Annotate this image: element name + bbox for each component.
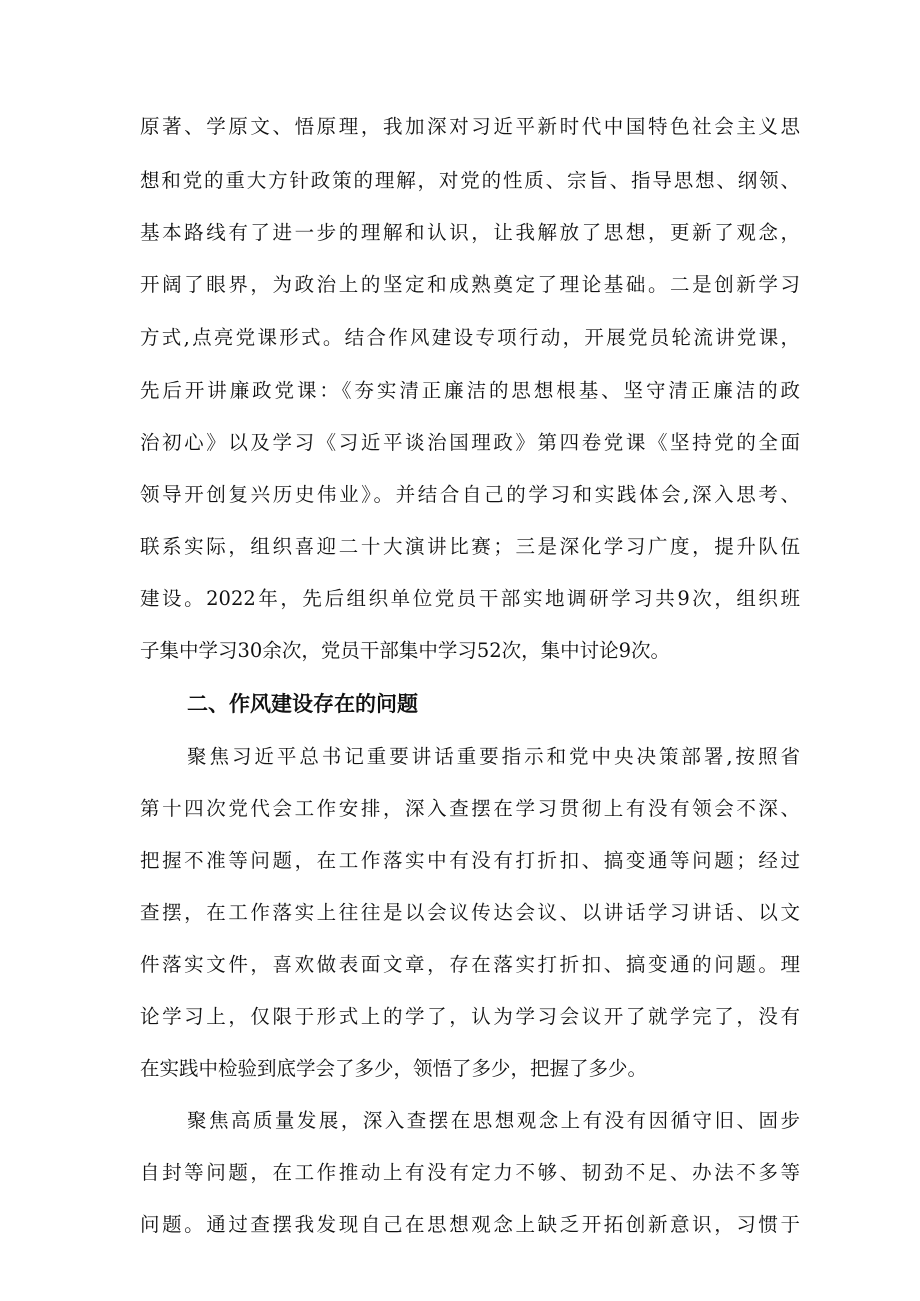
paragraph3-line-1: 聚焦高质量发展，深入查摆在思想观念上有没有因循守旧、固步: [187, 1109, 800, 1132]
paragraph1-line-8: 领导开创复兴历史伟业》。并结合自己的学习和实践体会,深入思考、: [140, 483, 800, 506]
paragraph1-line-2: 想和党的重大方针政策的理解，对党的性质、宗旨、指导思想、纲领、: [140, 169, 800, 192]
paragraph2-line-3: 把握不准等问题，在工作落实中有没有打折扣、搞变通等问题；经过: [140, 849, 800, 872]
paragraph2-line-4: 查摆，在工作落实上往往是以会议传达会议、以讲话学习讲话、以文: [140, 901, 800, 924]
paragraph1-line-4: 开阔了眼界，为政治上的坚定和成熟奠定了理论基础。二是创新学习: [140, 273, 800, 296]
paragraph1-line-5: 方式,点亮党课形式。结合作风建设专项行动，开展党员轮流讲党课，: [140, 326, 800, 349]
paragraph1-line-1: 原著、学原文、悟原理，我加深对习近平新时代中国特色社会主义思: [140, 115, 800, 138]
paragraph2-line-6: 论学习上，仅限于形式上的学了，认为学习会议开了就学完了，没有: [140, 1005, 800, 1028]
paragraph2-line-7: 在实践中检验到底学会了多少，领悟了多少，把握了多少。: [140, 1057, 648, 1080]
paragraph1-line-11: 子集中学习30余次，党员干部集中学习52次，集中讨论9次。: [140, 639, 671, 662]
paragraph1-line-3: 基本路线有了进一步的理解和认识，让我解放了思想，更新了观念，: [140, 221, 800, 244]
paragraph1-line-6: 先后开讲廉政党课：《夯实清正廉洁的思想根基、坚守清正廉洁的政: [140, 379, 800, 402]
section-heading: 二、作风建设存在的问题: [187, 692, 418, 716]
paragraph2-line-5: 件落实文件，喜欢做表面文章，存在落实打折扣、搞变通的问题。理: [140, 953, 800, 976]
paragraph3-line-2: 自封等问题，在工作推动上有没有定力不够、韧劲不足、办法不多等: [140, 1161, 800, 1184]
paragraph1-line-10: 建设。2022年，先后组织单位党员干部实地调研学习共9次，组织班: [140, 587, 800, 610]
paragraph2-line-1: 聚焦习近平总书记重要讲话重要指示和党中央决策部署,按照省: [187, 745, 800, 768]
paragraph3-line-3: 问题。通过查摆我发现自己在思想观念上缺乏开拓创新意识，习惯于: [140, 1213, 800, 1236]
paragraph1-line-9: 联系实际，组织喜迎二十大演讲比赛；三是深化学习广度，提升队伍: [140, 535, 800, 558]
paragraph2-line-2: 第十四次党代会工作安排，深入查摆在学习贯彻上有没有领会不深、: [140, 797, 800, 820]
paragraph1-line-7: 治初心》以及学习《习近平谈治国理政》第四卷党课《坚持党的全面: [140, 431, 800, 454]
